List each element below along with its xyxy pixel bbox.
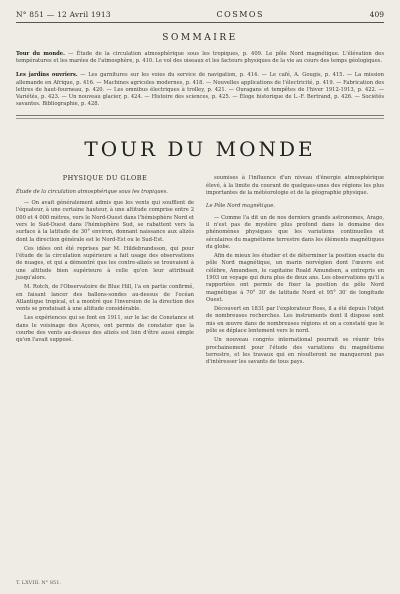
- sommaire-text-1: — Étude de la circulation atmosphérique sous les tropiques, p. 409. Le pôle Nord magnétique. L'élévation des températures et les marées de l'atmosphère, p. 410. Le vol des oiseaux et les facteurs physiques de la vie au cours des temps géologiques.: [16, 51, 384, 65]
- sommaire-label-2: Les jardins ouvriers.: [16, 72, 78, 79]
- section-title: TOUR DU MONDE: [84, 137, 316, 162]
- sommaire-paragraph-2: [16, 72, 384, 108]
- right-column: [206, 175, 384, 368]
- journal-title: COSMOS: [216, 10, 264, 19]
- paragraph: soumises à l'influence d'un niveau d'énergie atmosphérique élevé, à la limite du courant de quelques-unes des régions les plus importantes de la météorologie et de la géographie physique.: [206, 175, 384, 197]
- paragraph: Découvert en 1831 par l'explorateur Ross, il a été depuis l'objet de nombreuses recherches. Les instruments dont il dispose sont mis en œuvre dans de nombreuses régions et on a constaté que le pôle se déplace lentement vers le nord.: [206, 306, 384, 335]
- sommaire-title: SOMMAIRE: [162, 33, 238, 43]
- paragraph: Afin de mieux les étudier et de déterminer la position exacte du pôle Nord magnétique, un marin norvégien dont l'œuvre est célèbre, Amundsen, le capitaine Roald Amundsen, a entrepris en 1903 un voyage qui dura plus de deux ans. Les observations qu'il a rapportées ont permis de fixer la position du pôle Nord magnétique à 70° 30′ de latitude Nord et 95° 30′ de longitude Ouest.: [206, 253, 384, 303]
- article-heading: PHYSIQUE DU GLOBE: [62, 174, 148, 183]
- page-footer: T. LXVIII. N° 851.: [16, 580, 61, 586]
- paragraph: — Comme l'a dit un de nos derniers grands astronomes, Arago, il n'est pas de mystère plus profond dans le domaine des phénomènes physiques que les variations continuelles et séculaires du magnétisme terrestre dans les éléments magnétiques du globe.: [206, 214, 384, 250]
- table-of-contents: [16, 33, 384, 108]
- paragraph: Ces idées ont été reprises par M. Hildebrandsson, qui pour l'étude de la circulation supérieure a fait usage des observations de nuages, et qui a démontré que les contre-alizés se trouvaient à une altitude bien supérieure à celle qu'on leur attribuait jusqu'alors.: [16, 245, 194, 281]
- article-subhead: Étude de la circulation atmosphérique sous les tropiques.: [16, 188, 168, 195]
- page-number: 409: [369, 10, 384, 19]
- sommaire-paragraph-1: [16, 51, 384, 65]
- paragraph: M. Rotch, de l'Observatoire de Blue Hill, l'a en partie confirmé, en faisant lancer des ballons-sondes au-dessus de l'océan Atlantique tropical, et a montré que l'inversion de la direction des vents se produisait à une altitude considérable.: [16, 284, 194, 313]
- page-header: [16, 0, 384, 23]
- article-subhead: Le Pôle Nord magnétique.: [206, 203, 275, 210]
- sommaire-text-2: — Les garnitures sur les voies du service de navigation, p. 414. — Le café, A. Gougis, p. 415. — La mission allemande en Afrique, p. 416. — Machines agricoles modernes, p. 418. — Nouvelles applications de l'électricité, p. 419. — Fabrication des lettres de haut-fourneau, p. 420. — Les omnibus électriques à trolley, p. 421. — Ouragans et tempêtes de l'hiver 1912-1913, p. 422. — Variétés, p. 423. — Un nouveau glacier, p. 424. — Histoire des sciences, p. 425. — Éloge historique de L.-F. Bertrand, p. 426. — Sociétés savantes. Bibliographie, p. 428.: [16, 72, 384, 108]
- sommaire-label-1: Tour du monde.: [16, 51, 65, 57]
- issue-number: N° 851 — 12 Avril 1913: [16, 10, 111, 19]
- article-columns: [16, 175, 384, 368]
- divider: [16, 115, 384, 116]
- divider: [16, 118, 384, 119]
- paragraph: Les expériences qui se font en 1911, sur le lac de Constance et dans le voisinage des Açores, ont permis de constater que la courbe des vents au-dessus des alizés est loin d'être aussi simple qu'on l'avait supposé.: [16, 315, 194, 344]
- paragraph: — On avait généralement admis que les vents qui soufflent de l'équateur, à une certaine hauteur, à une altitude comprise entre 2 000 et 4 000 mètres, vers le Nord-Ouest dans l'hémisphère Nord et vers le Sud-Ouest dans l'hémisphère Sud, se rabattent vers la surface à la latitude de 30° environ, donnant naissance aux alizés dont la direction générale est le Nord-Est ou le Sud-Est.: [16, 200, 194, 243]
- paragraph: Un nouveau congrès international pourrait se réunir très prochainement pour l'étude des variations du magnétisme terrestre, et les travaux qui en résulteront ne manqueront pas d'intéresser les savants de tous pays.: [206, 337, 384, 366]
- left-column: [16, 175, 194, 368]
